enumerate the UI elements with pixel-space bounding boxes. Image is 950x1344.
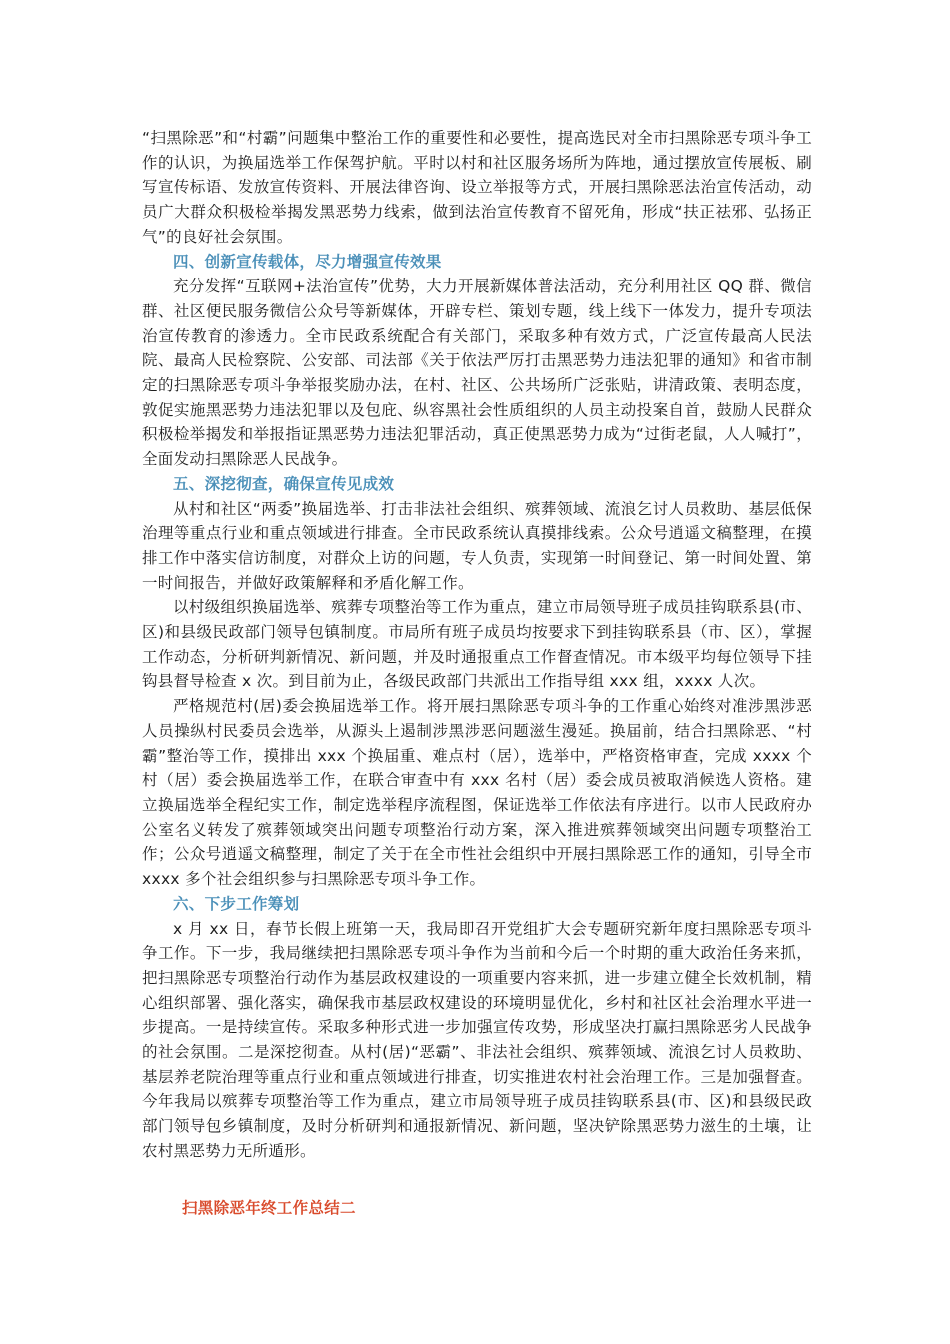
paragraph: 充分发挥“互联网+法治宣传”优势，大力开展新媒体普法活动，充分利用社区 QQ 群、微信群、社区便民服务微信公众号等新媒体，开辟专栏、策划专题，线上线下一体发力，提升专项法治宣传教育的渗透力。全市民政系统配合有关部门，采取多种有效方式，广泛宣传最高人民法院、最高人民检察院、公安部、司法部《关于依法严厉打击黑恶势力违法犯罪的通知》和省市制定的扫黑除恶专项斗争举报奖励办法，在村、社区、公共场所广泛张贴，讲清政策、表明态度，敦促实施黑恶势力违法犯罪以及包庇、纵容黑社会性质组织的人员主动投案自首，鼓励人民群众积极检举揭发和举报指证黑恶势力违法犯罪活动，真正使黑恶势力成为“过街老鼠，人人喊打”，全面发动扫黑除恶人民战争。 [142, 277, 812, 469]
next-document-title: 扫黑除恶年终工作总结二 [182, 1199, 356, 1217]
section-heading: 六、下步工作筹划 [173, 894, 300, 913]
paragraph: 从村和社区“两委”换届选举、打击非法社会组织、殡葬领域、流浪乞讨人员救助、基层低保治理等重点行业和重点领域进行排查。全市民政系统认真摸排线索。公众号逍遥文稿整理，在摸排工作中落实信访制度，对群众上访的问题，专人负责，实现第一时间登记、第一时间处置、第一时间报告，并做好政策解释和矛盾化解工作。 [142, 499, 812, 592]
section-heading: 五、深挖彻查，确保宣传见成效 [173, 474, 395, 493]
paragraph: “扫黑除恶”和“村霸”问题集中整治工作的重要性和必要性，提高选民对全市扫黑除恶专项斗争工作的认识，为换届选举工作保驾护航。平时以村和社区服务场所为阵地，通过摆放宣传展板、刷写宣传标语、发放宣传资料、开展法律咨询、设立举报等方式，开展扫黑除恶法治宣传活动，动员广大群众积极检举揭发黑恶势力线索，做到法治宣传教育不留死角，形成“扶正祛邪、弘扬正气”的良好社会氛围。 [142, 129, 812, 246]
section-heading: 四、创新宣传载体，尽力增强宣传效果 [173, 252, 442, 271]
paragraph: 以村级组织换届选举、殡葬专项整治等工作为重点，建立市局领导班子成员挂钩联系县(市、区)和县级民政部门领导包镇制度。市局所有班子成员均按要求下到挂钩联系县（市、区），掌握工作动态，分析研判新情况、新问题，并及时通报重点工作督查情况。市本级平均每位领导下挂钩县督导检查 x 次。到目前为止，各级民政部门共派出工作指导组 xxx 组，xxxx 人次。 [142, 598, 812, 691]
paragraph: x 月 xx 日，春节长假上班第一天，我局即召开党组扩大会专题研究新年度扫黑除恶专项斗争工作。下一步，我局继续把扫黑除恶专项斗争作为当前和今后一个时期的重大政治任务来抓，把扫黑除恶专项整治行动作为基层政权建设的一项重要内容来抓，进一步建立健全长效机制，精心组织部署、强化落实，确保我市基层政权建设的环境明显优化，乡村和社区社会治理水平进一步提高。一是持续宣传。采取多种形式进一步加强宣传攻势，形成坚决打赢扫黑除恶劣人民战争的社会氛围。二是深挖彻查。从村(居)“恶霸”、非法社会组织、殡葬领域、流浪乞讨人员救助、基层养老院治理等重点行业和重点领域进行排查，切实推进农村社会治理工作。三是加强督查。今年我局以殡葬专项整治等工作为重点，建立市局领导班子成员挂钩联系县(市、区)和县级民政部门领导包乡镇制度，及时分析研判和通报新情况、新问题，坚决铲除黑恶势力滋生的土壤，让农村黑恶势力无所遁形。 [142, 919, 812, 1160]
paragraph: 严格规范村(居)委会换届选举工作。将开展扫黑除恶专项斗争的工作重心始终对准涉黑涉恶人员操纵村民委员会选举，从源头上遏制涉黑涉恶问题滋生漫延。换届前，结合扫黑除恶、“村霸”整治等工作，摸排出 xxx 个换届重、难点村（居），选举中，严格资格审查，完成 xxxx 个村（居）委会换届选举工作，在联合审查中有 xxx 名村（居）委会成员被取消候选人资格。建立换届选举全程纪实工作，制定选举程序流程图，保证选举工作依法有序进行。以市人民政府办公室名义转发了殡葬领域突出问题专项整治行动方案，深入推进殡葬领域突出问题专项整治工作；公众号逍遥文稿整理，制定了关于在全市性社会组织中开展扫黑除恶工作的通知，引导全市 xxxx 多个社会组织参与扫黑除恶专项斗争工作。 [142, 697, 812, 889]
document-body [142, 126, 812, 1164]
